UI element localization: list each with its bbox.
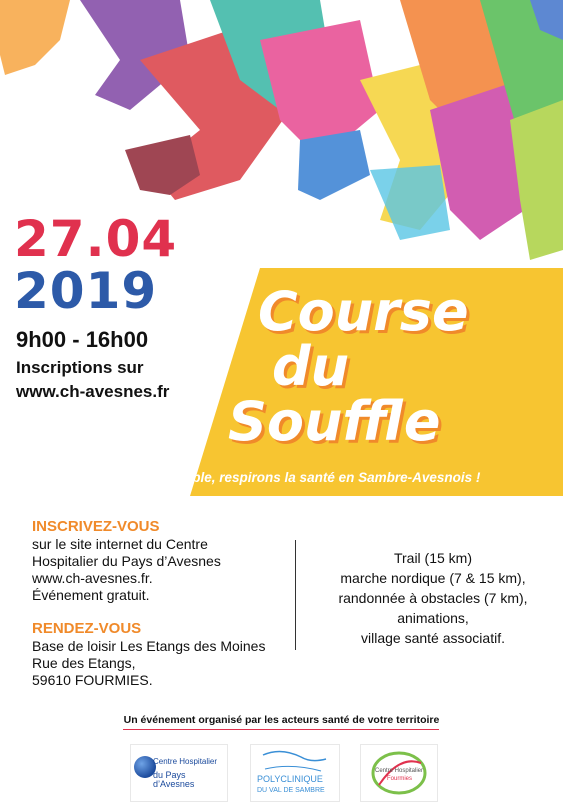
event-hours: 9h00 - 16h00 xyxy=(16,327,149,352)
ch-fourmies-logo-line1: Centre Hospitalier xyxy=(375,768,424,774)
event-day: 27.04 xyxy=(14,210,178,268)
activities-list xyxy=(308,548,558,648)
inscrivez-line: Hospitalier du Pays d’Avesnes xyxy=(32,553,221,569)
polyclinique-logo-line1: POLYCLINIQUE xyxy=(257,774,323,784)
ch-avesnes-logo-line2: du Pays d’Avesnes xyxy=(153,770,195,789)
polyclinique-logo xyxy=(250,744,340,802)
ch-avesnes-logo xyxy=(130,744,228,802)
polyclinique-logo-line2: DU VAL DE SAMBRE xyxy=(257,787,325,794)
activity-item: village santé associatif. xyxy=(361,630,505,646)
activity-item: Trail (15 km) xyxy=(393,550,473,566)
activity-item: randonnée à obstacles (7 km), xyxy=(338,590,528,606)
activity-item: marche nordique (7 & 15 km), xyxy=(340,570,526,586)
rendezvous-line: Rue des Etangs, xyxy=(32,655,136,671)
inscriptions-url[interactable]: www.ch-avesnes.fr xyxy=(16,382,170,401)
title-line-2: du xyxy=(272,335,350,398)
title-line-3: Souffle xyxy=(228,390,441,453)
event-year: 2019 xyxy=(14,262,158,320)
tagline: Ensemble, respirons la santé en Sambre-Avesnois ! xyxy=(148,470,481,485)
organizers-title: Un événement organisé par les acteurs santé de votre territoire xyxy=(123,714,440,726)
inscriptions-label: Inscriptions sur xyxy=(16,358,144,377)
ch-fourmies-logo-line2: Fourmies xyxy=(387,776,413,782)
rendezvous-line: Base de loisir Les Etangs des Moines xyxy=(32,638,266,654)
ch-avesnes-logo-line1: Centre Hospitalier xyxy=(153,757,218,766)
title-line-1: Course xyxy=(258,280,469,343)
column-divider xyxy=(295,540,296,650)
rendezvous-heading: RENDEZ-VOUS xyxy=(32,620,142,637)
info-left-column xyxy=(32,518,292,689)
footer-rule xyxy=(123,729,439,730)
inscrivez-line[interactable]: www.ch-avesnes.fr. xyxy=(32,570,153,586)
activity-item: animations, xyxy=(397,610,469,626)
rendezvous-line: 59610 FOURMIES. xyxy=(32,672,153,688)
inscrivez-line: sur le site internet du Centre xyxy=(32,536,208,552)
inscrivez-heading: INSCRIVEZ-VOUS xyxy=(32,518,160,535)
inscrivez-line: Événement gratuit. xyxy=(32,587,150,603)
ch-fourmies-logo xyxy=(360,744,438,802)
